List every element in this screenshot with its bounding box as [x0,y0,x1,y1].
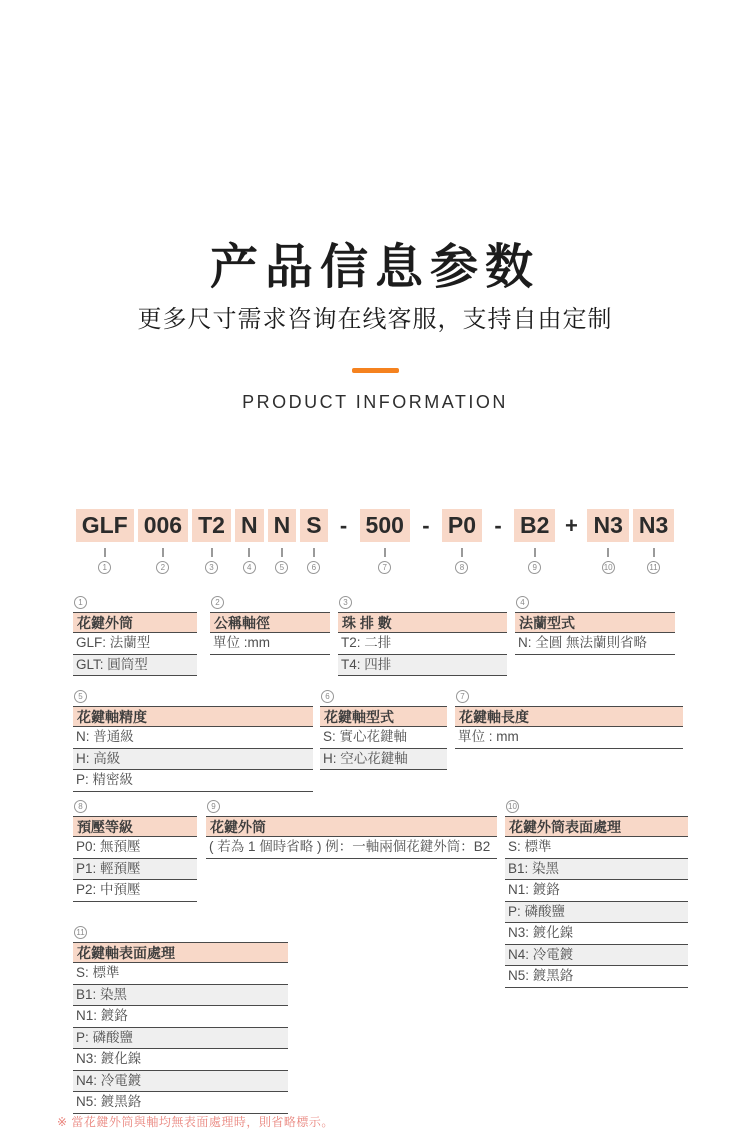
circled-number: 5 [74,690,87,703]
table-row: N: 全圓 無法蘭則省略 [515,633,675,655]
part-code-segment [76,509,134,574]
tick-mark [653,548,655,557]
circled-number: 4 [243,561,256,574]
page-subtitle: 更多尺寸需求咨询在线客服，支持自由定制 [137,306,613,333]
table-row: H: 空心花鍵軸 [320,749,447,771]
table-row: GLT: 圓筒型 [73,655,197,677]
circled-number: 6 [307,561,320,574]
table-header: 珠 排 數 [338,612,507,633]
part-code-segment [442,509,482,574]
part-code-segment [235,509,264,574]
separator-glyph: - [339,513,348,538]
tick-mark [461,548,463,557]
circled-number: 10 [506,800,519,813]
table-row: P: 精密級 [73,770,313,792]
table-row: S: 實心花鍵軸 [320,727,447,749]
table-row: S: 標準 [73,963,288,985]
tick-mark [211,548,213,557]
segment-value: B2 [514,509,555,542]
part-code-segment [587,509,628,574]
table-row: N4: 冷電鍍 [73,1071,288,1093]
circled-number: 6 [321,690,334,703]
tick-mark [248,548,250,557]
tick-mark [104,548,106,557]
segment-value: 006 [138,509,188,542]
table-row: T4: 四排 [338,655,507,677]
part-code-segment [300,509,327,574]
table-row: P2: 中預壓 [73,880,197,902]
table-row: P0: 無預壓 [73,837,197,859]
table-header: 預壓等級 [73,816,197,837]
segment-value: GLF [76,509,134,542]
circled-number: 1 [98,561,111,574]
table-header: 花鍵外筒表面處理 [505,816,688,837]
accent-divider [352,368,399,373]
tick-mark [607,548,609,557]
table-row: 單位 :mm [210,633,330,655]
table-header: 花鍵外筒 [73,612,197,633]
segment-value: 500 [360,509,410,542]
footnote: ※ 當花鍵外筒與軸均無表面處理時，則省略標示。 [57,1115,334,1129]
table-row: 單位 : mm [455,727,683,749]
segment-value: N3 [587,509,628,542]
part-code-segment [268,509,297,574]
table-spline-shaft-accuracy [73,690,313,792]
table-row: N1: 鍍鉻 [505,880,688,902]
table-row: T2: 二排 [338,633,507,655]
table-row: ( 若為 1 個時省略 ) 例：一軸兩個花鍵外筒：B2 [206,837,497,859]
table-header: 花鍵軸表面處理 [73,942,288,963]
table-spline-nut-type [73,596,197,676]
page-title-english: PRODUCT INFORMATION [242,392,508,412]
segment-value: N [235,509,264,542]
table-spline-shaft-length [455,690,683,749]
part-code-segment [360,509,410,574]
tick-mark [313,548,315,557]
table-header: 花鍵軸長度 [455,706,683,727]
segment-value: P0 [442,509,482,542]
circled-number: 9 [207,800,220,813]
circled-number: 1 [74,596,87,609]
part-number-code [0,509,750,574]
table-row: H: 高級 [73,749,313,771]
table-ball-row-count [338,596,507,676]
table-row: N5: 鍍黑鉻 [505,966,688,988]
table-spline-shaft-type [320,690,447,770]
circled-number: 2 [156,561,169,574]
table-row: S: 標準 [505,837,688,859]
table-row: P: 磷酸鹽 [73,1028,288,1050]
circled-number: 8 [455,561,468,574]
table-row: N5: 鍍黑鉻 [73,1092,288,1114]
part-code-segment [138,509,188,574]
table-header: 法蘭型式 [515,612,675,633]
segment-value: T2 [192,509,231,542]
table-preload-grade [73,800,197,902]
circled-number: 3 [339,596,352,609]
tick-mark [384,548,386,557]
circled-number: 7 [378,561,391,574]
circled-number: 7 [456,690,469,703]
circled-number: 3 [205,561,218,574]
table-row: GLF: 法蘭型 [73,633,197,655]
circled-number: 8 [74,800,87,813]
part-code-segment [633,509,674,574]
tick-mark [281,548,283,557]
table-row: N1: 鍍鉻 [73,1006,288,1028]
segment-value: S [300,509,327,542]
part-code-segment [514,509,555,574]
segment-value: N3 [633,509,674,542]
table-row: N3: 鍍化鎳 [505,923,688,945]
separator-glyph: + [565,513,578,538]
circled-number: 9 [528,561,541,574]
table-row: P: 磷酸鹽 [505,902,688,924]
circled-number: 5 [275,561,288,574]
circled-number: 11 [74,926,87,939]
page-title: 产品信息参数 [209,241,540,294]
circled-number: 4 [516,596,529,609]
table-header: 花鍵軸精度 [73,706,313,727]
table-spline-nut-quantity [206,800,497,859]
part-code-separator [414,509,438,542]
table-flange-type [515,596,675,655]
table-row: B1: 染黑 [505,859,688,881]
table-row: N4: 冷電鍍 [505,945,688,967]
tick-mark [162,548,164,557]
part-code-separator [332,509,356,542]
table-row: P1: 輕預壓 [73,859,197,881]
table-header: 公稱軸徑 [210,612,330,633]
table-nominal-shaft-diameter [210,596,330,655]
table-row: B1: 染黑 [73,985,288,1007]
circled-number: 11 [647,561,660,574]
table-row: N: 普通級 [73,727,313,749]
segment-value: N [268,509,297,542]
separator-glyph: - [494,513,502,538]
table-header: 花鍵外筒 [206,816,497,837]
table-row: N3: 鍍化鎳 [73,1049,288,1071]
separator-glyph: - [422,513,430,538]
part-code-separator [486,509,510,542]
table-nut-surface-treatment [505,800,688,988]
table-shaft-surface-treatment [73,926,288,1114]
table-header: 花鍵軸型式 [320,706,447,727]
circled-number: 2 [211,596,224,609]
part-code-separator [559,509,583,542]
tick-mark [534,548,536,557]
circled-number: 10 [602,561,615,574]
part-code-segment [192,509,231,574]
